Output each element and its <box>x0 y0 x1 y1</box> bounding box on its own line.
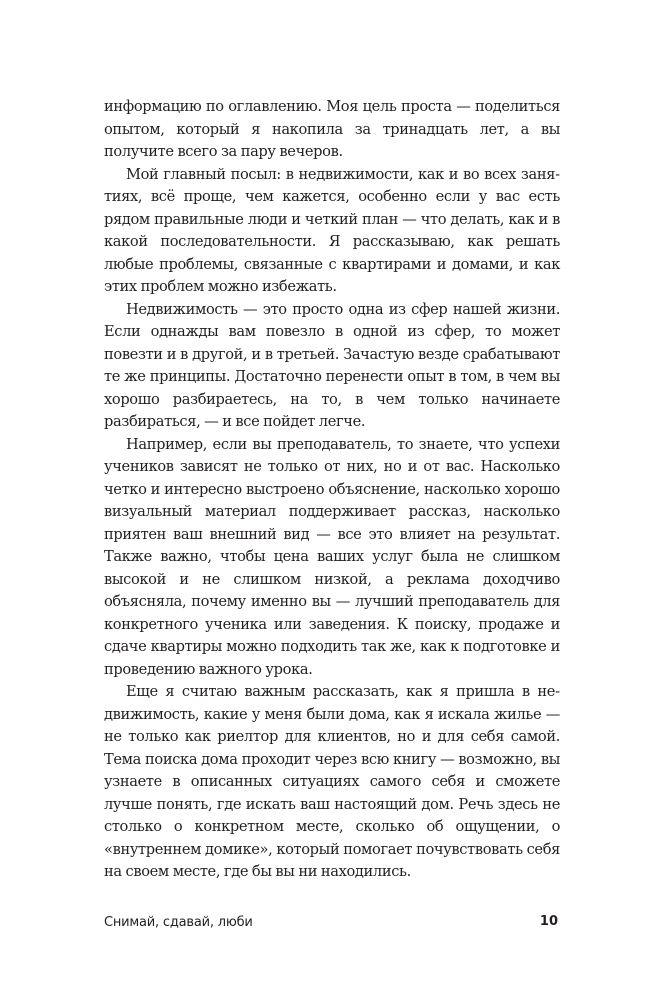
paragraph: информацию по оглавлению. Моя цель проста — поделиться опытом, который я накопила за тринадцать лет, а вы получите всего за пару вечеров. <box>104 98 560 160</box>
paragraph: Мой главный посыл: в недвижимости, как и во всех занятиях, всё проще, чем кажется, особенно если у вас есть рядом правильные люди и четкий план — что делать, как и в какой последовательности. Я рассказываю, как решать любые проблемы, связанные с квартирами и домами, и как этих проблем можно избежать. <box>104 165 560 295</box>
body-text <box>104 96 560 884</box>
paragraph: Недвижимость — это просто одна из сфер нашей жизни. Если однажды вам повезло в одной из сфер, то может повезти и в другой, и в третьей. Зачастую везде срабатывают те же принципы. Достаточно перенести опыт в том, в чем вы хорошо разбираетесь, на то, в чем только начинаете разбираться, — и все пойдет легче. <box>104 300 560 430</box>
paragraph: Еще я считаю важным рассказать, как я пришла в недвижимость, какие у меня были дома, как я искала жилье — не только как риелтор для клиентов, но и для себя самой. Тема поиска дома проходит через всю книгу — возможно, вы узнаете в описанных ситуациях самого себя и сможете лучше понять, где искать ваш настоящий дом. Речь здесь не столько о конкретном месте, сколько об ощущении, о «внутреннем домике», который помогает почувствовать себя на своем месте, где бы вы ни находились. <box>104 683 560 880</box>
page-number: 10 <box>539 914 558 929</box>
running-footer-title: Снимай, сдавай, люби <box>104 915 253 930</box>
paragraph: Например, если вы преподаватель, то знаете, что успехи учеников зависят не только от них, но и от вас. Насколько четко и интересно выстроено объяснение, насколько хорошо визуальный материал поддерживает рассказ, насколько приятен ваш внешний вид — все это влияет на результат. Также важно, чтобы цена ваших услуг была не слишком высокой и не слишком низкой, а реклама доходчиво объясняла, почему именно вы — лучший преподаватель для конкретного ученика или заведения. К поиску, продаже и сдаче квартиры можно подходить так же, как к подготовке и проведению важного урока. <box>104 435 560 678</box>
